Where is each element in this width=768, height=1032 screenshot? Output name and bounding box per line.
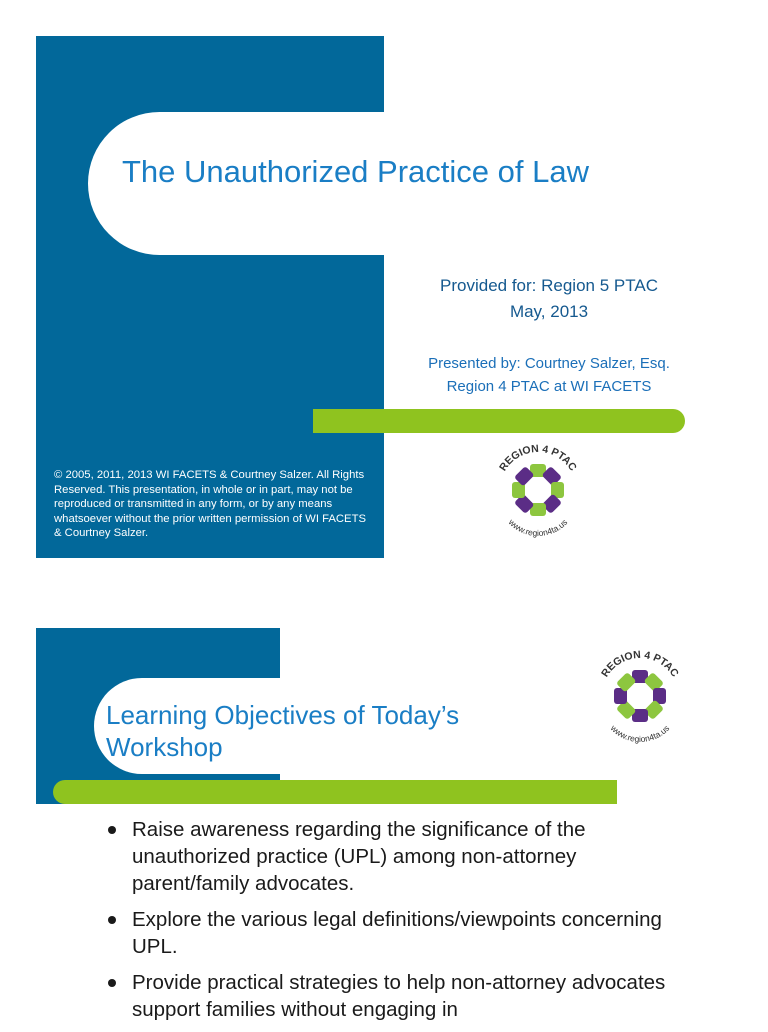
slide2-bullet-list bbox=[106, 816, 696, 1032]
slide2-title-line1: Learning Objectives of Today’s bbox=[106, 700, 460, 730]
region4-ptac-logo bbox=[486, 438, 590, 542]
hands-ring-icon-2 bbox=[614, 670, 666, 722]
hands-ring-icon bbox=[512, 464, 564, 516]
slide2-green-bar bbox=[53, 780, 617, 804]
bullet-dot-icon bbox=[108, 916, 116, 924]
svg-text:www.region4ta.us bbox=[608, 722, 671, 744]
logo-top-text: REGION 4 PTAC bbox=[497, 442, 579, 474]
bullet-dot-icon bbox=[108, 826, 116, 834]
slide1-presented-by: Presented by: Courtney Salzer, Esq. bbox=[428, 355, 670, 372]
list-item: Raise awareness regarding the significance of the unauthorized practice (UPL) among non-attorney parent/family advocates. bbox=[106, 816, 696, 897]
logo2-bottom-text: www.region4ta.us bbox=[608, 722, 672, 745]
logo2-top-text: REGION 4 PTAC bbox=[599, 648, 681, 680]
list-item: Explore the various legal definitions/viewpoints concerning UPL. bbox=[106, 906, 696, 960]
list-item: Provide practical strategies to help non-attorney advocates support families without engaging in bbox=[106, 969, 696, 1023]
slide1-presenter-org: Region 4 PTAC at WI FACETS bbox=[446, 378, 652, 395]
bullet-dot-icon bbox=[108, 979, 116, 987]
slide2-title-line2: Workshop bbox=[106, 732, 223, 762]
svg-text:www.region4ta.us bbox=[506, 516, 569, 538]
region4-ptac-logo-2 bbox=[588, 644, 692, 748]
slide1-provided-for: Provided for: Region 5 PTAC bbox=[440, 276, 658, 295]
slide1-copyright: © 2005, 2011, 2013 WI FACETS & Courtney Salzer. All Rights Reserved. This presentation, in whole or in part, may not be reproduced or transmitted in any form, or by any means whatsoever without the prior written permission of WI FACETS & Courtney Salzer. bbox=[54, 469, 367, 539]
slide1-date: May, 2013 bbox=[509, 302, 589, 321]
logo-bottom-text: www.region4ta.us bbox=[506, 516, 570, 539]
slide1-green-bar bbox=[313, 409, 685, 433]
slide1-title: The Unauthorized Practice of Law bbox=[122, 154, 589, 189]
